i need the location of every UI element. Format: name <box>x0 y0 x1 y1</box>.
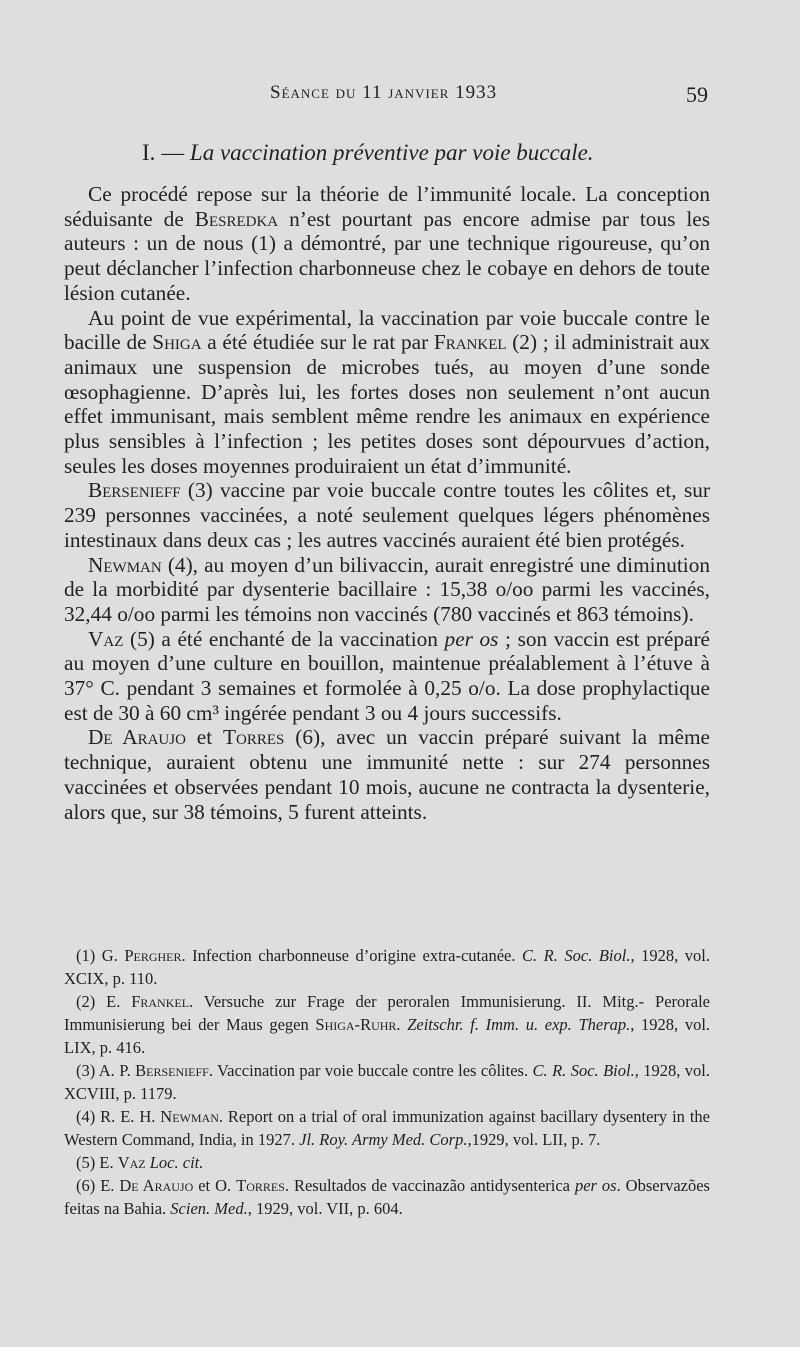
paragraph <box>64 553 710 627</box>
author-name: Vaz <box>117 1153 146 1172</box>
section-title: La vaccination préventive par voie buccale. <box>189 140 594 165</box>
text-run: . Vaccination par voie buccale contre les côlites. <box>208 1061 533 1080</box>
footnote <box>64 990 710 1059</box>
author-name: De Araujo <box>88 725 186 750</box>
author-name: Pergher <box>124 946 182 965</box>
paragraph <box>64 725 710 824</box>
author-name: De Araujo <box>119 1176 194 1195</box>
text-run: ,1929, vol. LII, p. 7. <box>467 1130 601 1149</box>
journal-title: per os <box>574 1176 617 1195</box>
text-run: . Report on a trial of oral immunization against bacillary dysentery in the Western Command, India, in 1927. <box>64 1107 710 1149</box>
author-name: Bersenieff <box>88 478 181 503</box>
author-name: Frankel <box>131 992 190 1011</box>
author-name: Frankel <box>433 330 507 355</box>
journal-title: Jl. Roy. Army Med. Corp. <box>299 1130 468 1149</box>
text-run: (6) E. <box>76 1176 120 1195</box>
text-run: . Observazões feitas na Bahia. <box>64 1176 710 1218</box>
text-run: a été étudiée sur le rat par <box>201 330 434 355</box>
page-number: 59 <box>686 82 708 107</box>
footnote <box>64 944 710 990</box>
author-name: Bersenieff <box>135 1061 209 1080</box>
journal-title: Loc. cit. <box>149 1153 204 1172</box>
author-name: Shiga-Ruhr <box>315 1015 397 1034</box>
text-run: , 1928, vol. LIX, p. 416. <box>64 1015 711 1057</box>
text-run: (2) E. <box>76 992 132 1011</box>
text-run: (4) R. E. H. <box>76 1107 161 1126</box>
text-run: et <box>185 725 224 750</box>
text-run: . <box>396 1015 408 1034</box>
author-name: Torres <box>223 725 285 750</box>
author-name: Torres <box>236 1176 285 1195</box>
footnote <box>64 1151 710 1174</box>
italic-term: per os <box>444 626 499 651</box>
footnotes <box>64 944 710 1220</box>
paragraph <box>64 182 710 306</box>
section-heading <box>142 140 594 166</box>
text-run: (6), avec un vaccin préparé suivant la même technique, auraient obtenu une immunité nette : sur 274 personnes vaccinées et observées pendant 10 mois, aucune ne contracta la dysenterie, alors que, sur 38 témoins, 5 furent atteints. <box>64 725 710 824</box>
text-run: Ce procédé repose sur la théorie de l’immunité locale. La conception séduisante de <box>64 182 710 231</box>
text-run: . Resultados de vaccinazão antidysenterica <box>284 1176 575 1195</box>
text-run: (5) a été enchanté de la vaccination <box>123 626 445 651</box>
journal-title: C. R. Soc. Biol. <box>522 946 631 965</box>
journal-title: Zeitschr. f. Imm. u. exp. Therap. <box>407 1015 631 1034</box>
journal-title: Scien. Med. <box>170 1199 248 1218</box>
author-name: Newman <box>88 552 162 577</box>
text-run: . Versuche zur Frage der peroralen Immunisierung. II. Mitg.- Perorale Immunisierung bei der Maus gegen <box>64 992 710 1034</box>
text-run: (3) vaccine par voie buccale contre toutes les côlites et, sur 239 personnes vaccinées, a noté seulement quelques légers phénomènes intestinaux dans deux cas ; les autres vaccinés auraient été bien protégés. <box>64 478 710 552</box>
text-run: n’est pourtant pas encore admise par tous les auteurs : un de nous (1) a démontré, par une technique rigoureuse, qu’on peut déclancher l’infection charbonneuse chez le cobaye en dehors de toute lésion cutanée. <box>64 206 711 305</box>
footnote <box>64 1059 710 1105</box>
journal-title: C. R. Soc. Biol. <box>532 1061 635 1080</box>
text-run: . Infection charbonneuse d’origine extra-cutanée. <box>181 946 522 965</box>
author-name: Newman <box>160 1107 219 1126</box>
running-title: Séance du 11 janvier 1933 <box>270 82 498 103</box>
section-number: I. — <box>142 140 185 165</box>
body-text <box>64 182 710 824</box>
running-header <box>0 82 800 112</box>
text-run: (3) A. P. <box>76 1061 136 1080</box>
paragraph <box>64 478 710 552</box>
text-run: , 1928, vol. XCVIII, p. 1179. <box>64 1061 711 1103</box>
paragraph <box>64 306 710 479</box>
author-name: Vaz <box>88 626 124 651</box>
author-name: Besredka <box>194 206 279 231</box>
text-run: ; son vaccin est préparé au moyen d’une culture en bouillon, maintenue préalablement à l’étuve à 37° C. pendant 3 semaines et formolée à 0,25 o/o. La dose prophylactique est de 30 à 60 cm³ ingérée pendant 3 ou 4 jours successifs. <box>64 626 710 725</box>
text-run: , 1929, vol. VII, p. 604. <box>247 1199 403 1218</box>
footnote <box>64 1105 710 1151</box>
text-run: (2) ; il administrait aux animaux une suspension de microbes tués, au moyen d’une sonde œsophagienne. D’après lui, les fortes doses non seulement n’ont aucun effet immunisant, mais semblent même rendre les animaux en expérience plus sensibles à l’infection ; les petites doses sont dépourvues d’action, seules les doses moyennes produiraient un état d’immunité. <box>64 330 710 478</box>
footnote <box>64 1174 710 1220</box>
paragraph <box>64 627 710 726</box>
text-run: (5) E. <box>76 1153 118 1172</box>
author-name: Shiga <box>152 330 202 355</box>
text-run: (1) G. <box>76 946 125 965</box>
text-run: et O. <box>193 1176 237 1195</box>
text-run: (4), au moyen d’un bilivaccin, aurait enregistré une diminution de la morbidité par dysenterie bacillaire : 15,38 o/oo parmi les vaccinés, 32,44 o/oo parmi les témoins non vaccinés (780 vaccinés et 863 témoins). <box>64 552 710 626</box>
text-run: , 1928, vol. XCIX, p. 110. <box>64 946 710 988</box>
text-run: Au point de vue expérimental, la vaccination par voie buccale contre le bacille de <box>64 305 710 355</box>
